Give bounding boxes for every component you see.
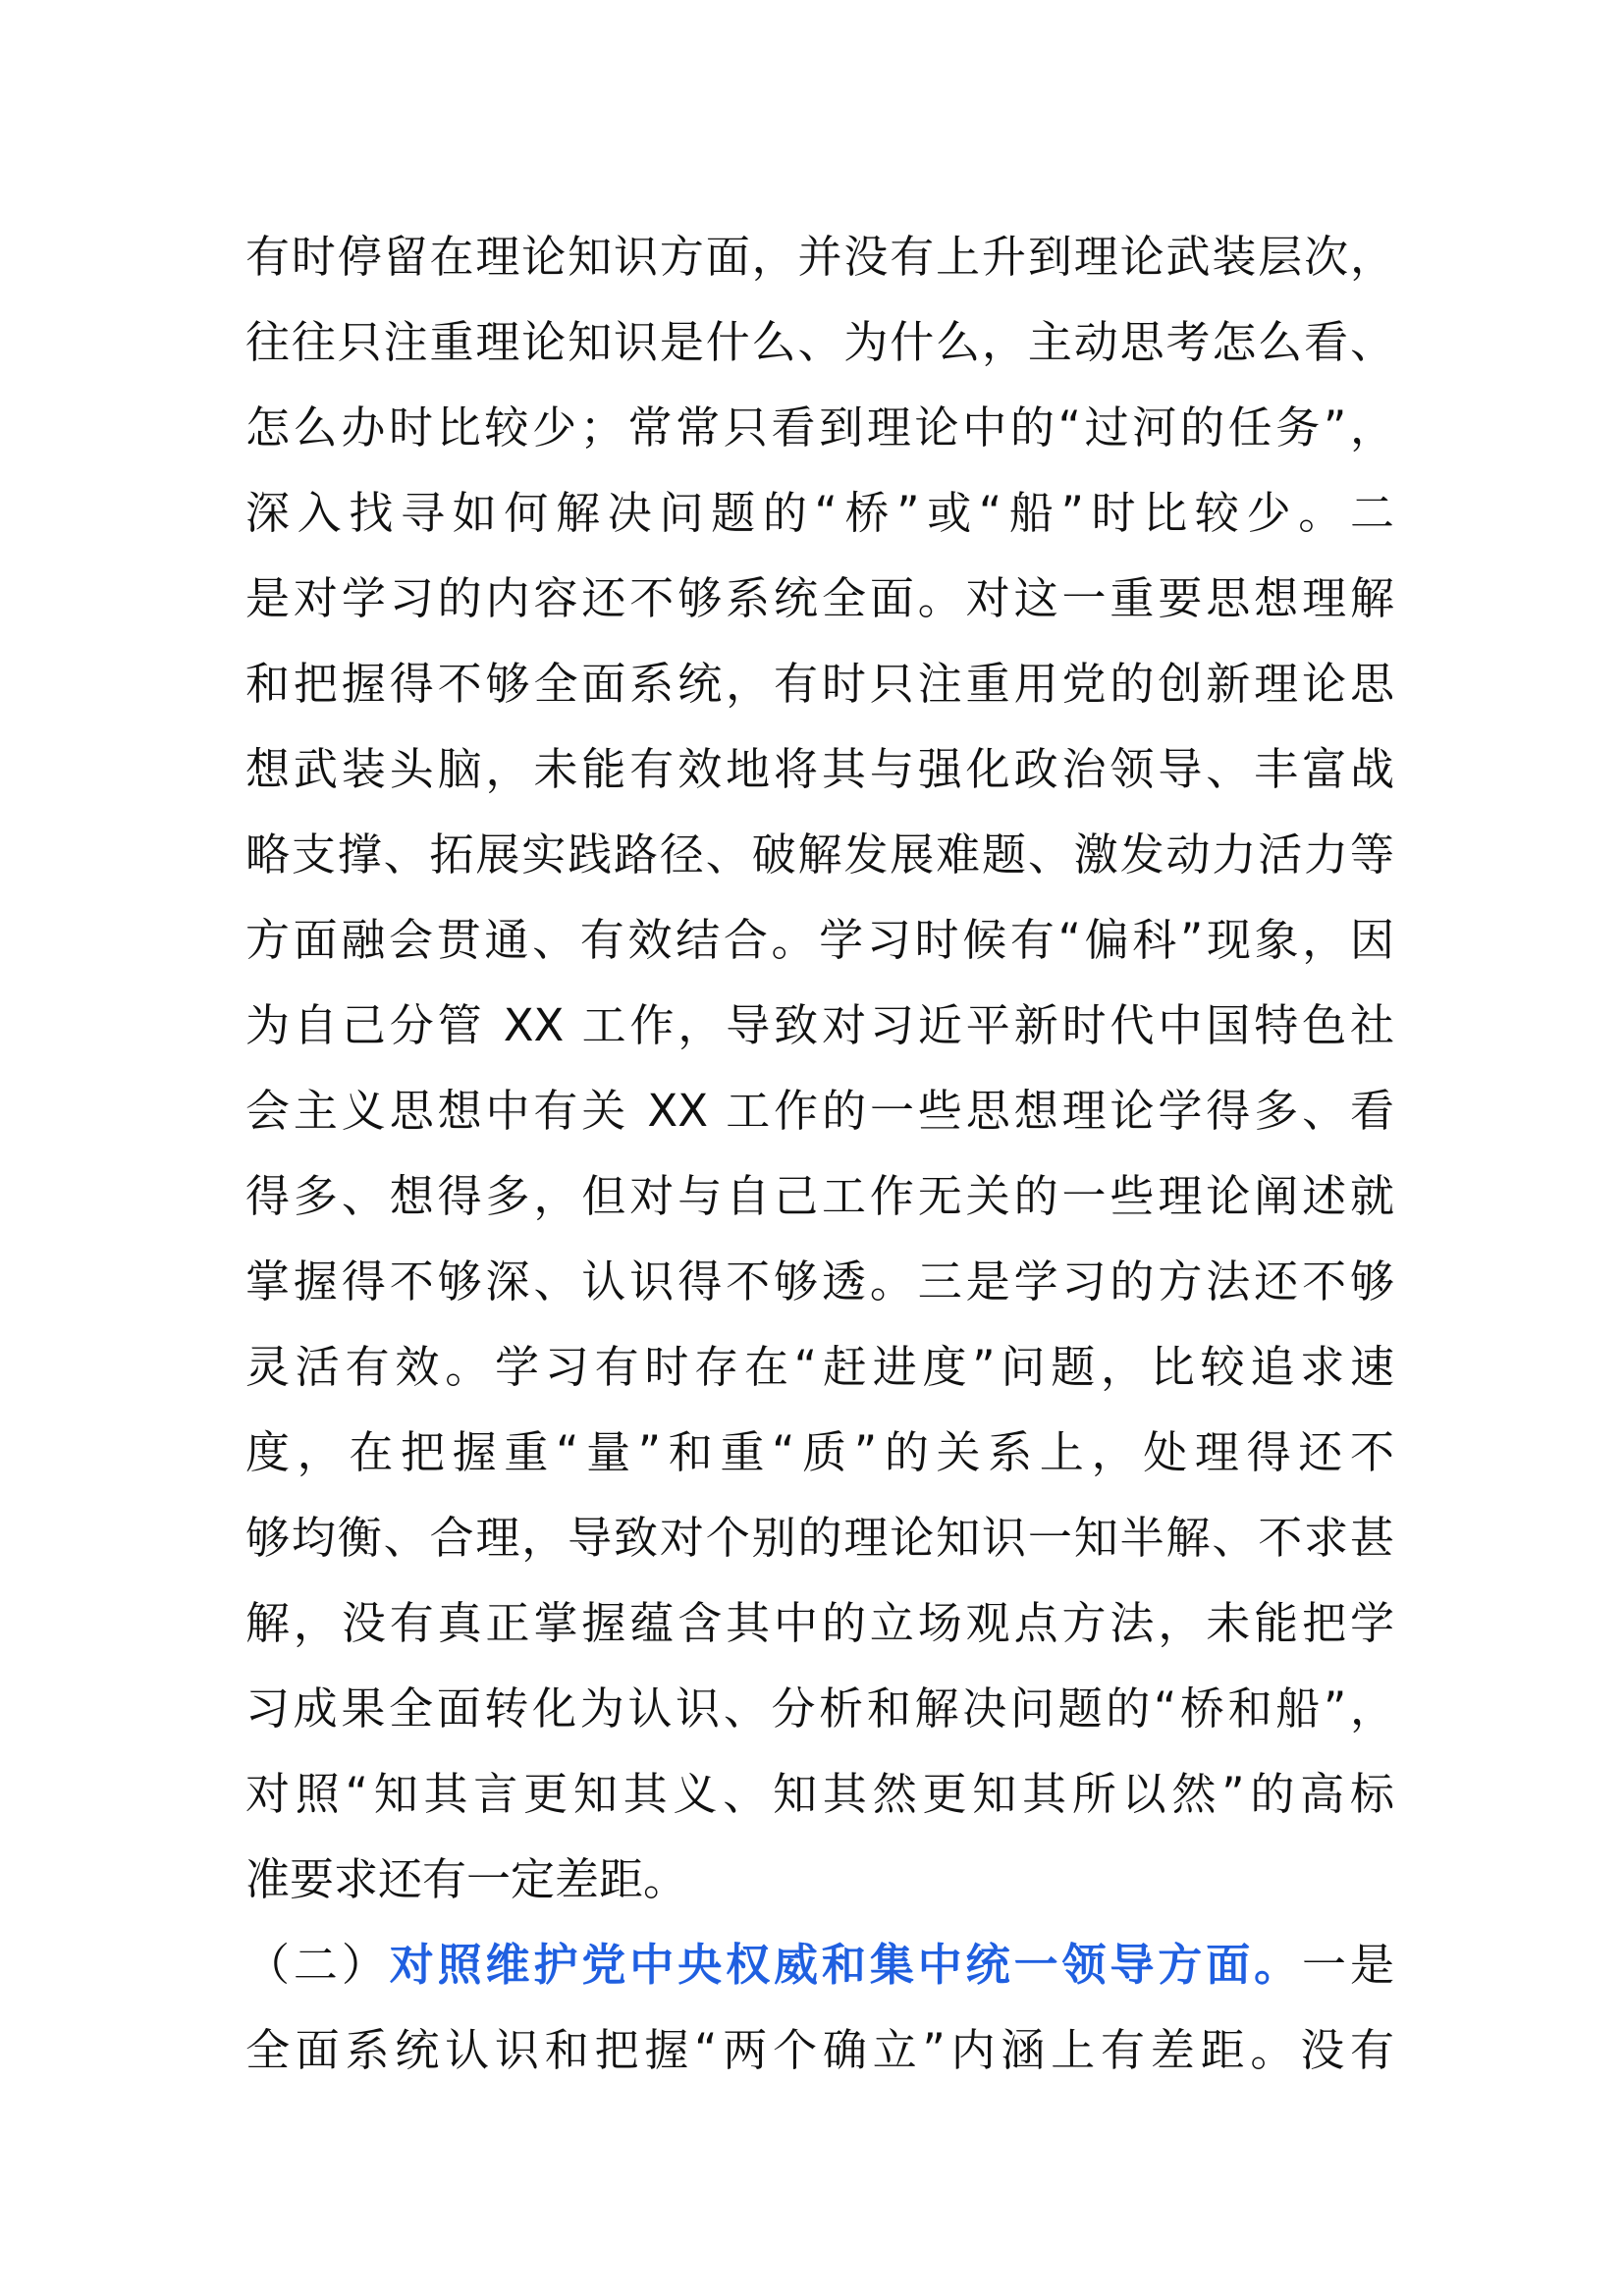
paragraph-line: 有时停留在理论知识方面，并没有上升到理论武装层次， xyxy=(245,231,1394,283)
paragraph-line: 解，没有真正掌握蕴含其中的立场观点方法，未能把学 xyxy=(245,1597,1394,1649)
section-2 xyxy=(245,1922,1394,2093)
paragraph-line: 怎么办时比较少；常常只看到理论中的“过河的任务”， xyxy=(245,401,1394,454)
section-prefix: （二） xyxy=(245,1939,390,1991)
paragraph-line: 习成果全面转化为认识、分析和解决问题的“桥和船”， xyxy=(245,1682,1394,1735)
paragraph-line: 得多、想得多，但对与自己工作无关的一些理论阐述就 xyxy=(245,1170,1394,1222)
paragraph-line: 和把握得不够全面系统，有时只注重用党的创新理论思 xyxy=(245,658,1394,710)
paragraph-line: 往往只注重理论知识是什么、为什么，主动思考怎么看、 xyxy=(245,316,1394,368)
paragraph-line: 度，在把握重“量”和重“质”的关系上，处理得还不 xyxy=(245,1426,1394,1478)
paragraph-line: 掌握得不够深、认识得不够透。三是学习的方法还不够 xyxy=(245,1255,1394,1308)
paragraph-line: 准要求还有一定差距。 xyxy=(245,1853,688,1905)
paragraph-line: 是对学习的内容还不够系统全面。对这一重要思想理解 xyxy=(245,572,1394,624)
paragraph-line: 方面融会贯通、有效结合。学习时候有“偏科”现象，因 xyxy=(245,914,1394,966)
paragraph-line: 对照“知其言更知其义、知其然更知其所以然”的高标 xyxy=(245,1768,1394,1820)
section-line-rest: 一是 xyxy=(1302,1939,1394,1991)
section-heading: 对照维护党中央权威和集中统一领导方面。 xyxy=(389,1939,1303,1991)
paragraph-line: 想武装头脑，未能有效地将其与强化政治领导、丰富战 xyxy=(245,743,1394,795)
section-heading-line xyxy=(245,1922,1394,2007)
paragraph-line: 略支撑、拓展实践路径、破解发展难题、激发动力活力等 xyxy=(245,828,1394,881)
paragraph-line: 够均衡、合理，导致对个别的理论知识一知半解、不求甚 xyxy=(245,1512,1394,1564)
document-page xyxy=(245,214,1394,2093)
paragraph-line: 会主义思想中有关 XX 工作的一些思想理论学得多、看 xyxy=(245,1085,1394,1137)
paragraph-line: 灵活有效。学习有时存在“赶进度”问题，比较追求速 xyxy=(245,1341,1394,1393)
paragraph-line: 为自己分管 XX 工作，导致对习近平新时代中国特色社 xyxy=(245,999,1394,1051)
paragraph-1 xyxy=(245,214,1394,1922)
paragraph-line: 全面系统认识和把握“两个确立”内涵上有差距。没有 xyxy=(245,2024,1394,2076)
paragraph-line: 深入找寻如何解决问题的“桥”或“船”时比较少。二 xyxy=(245,487,1394,539)
